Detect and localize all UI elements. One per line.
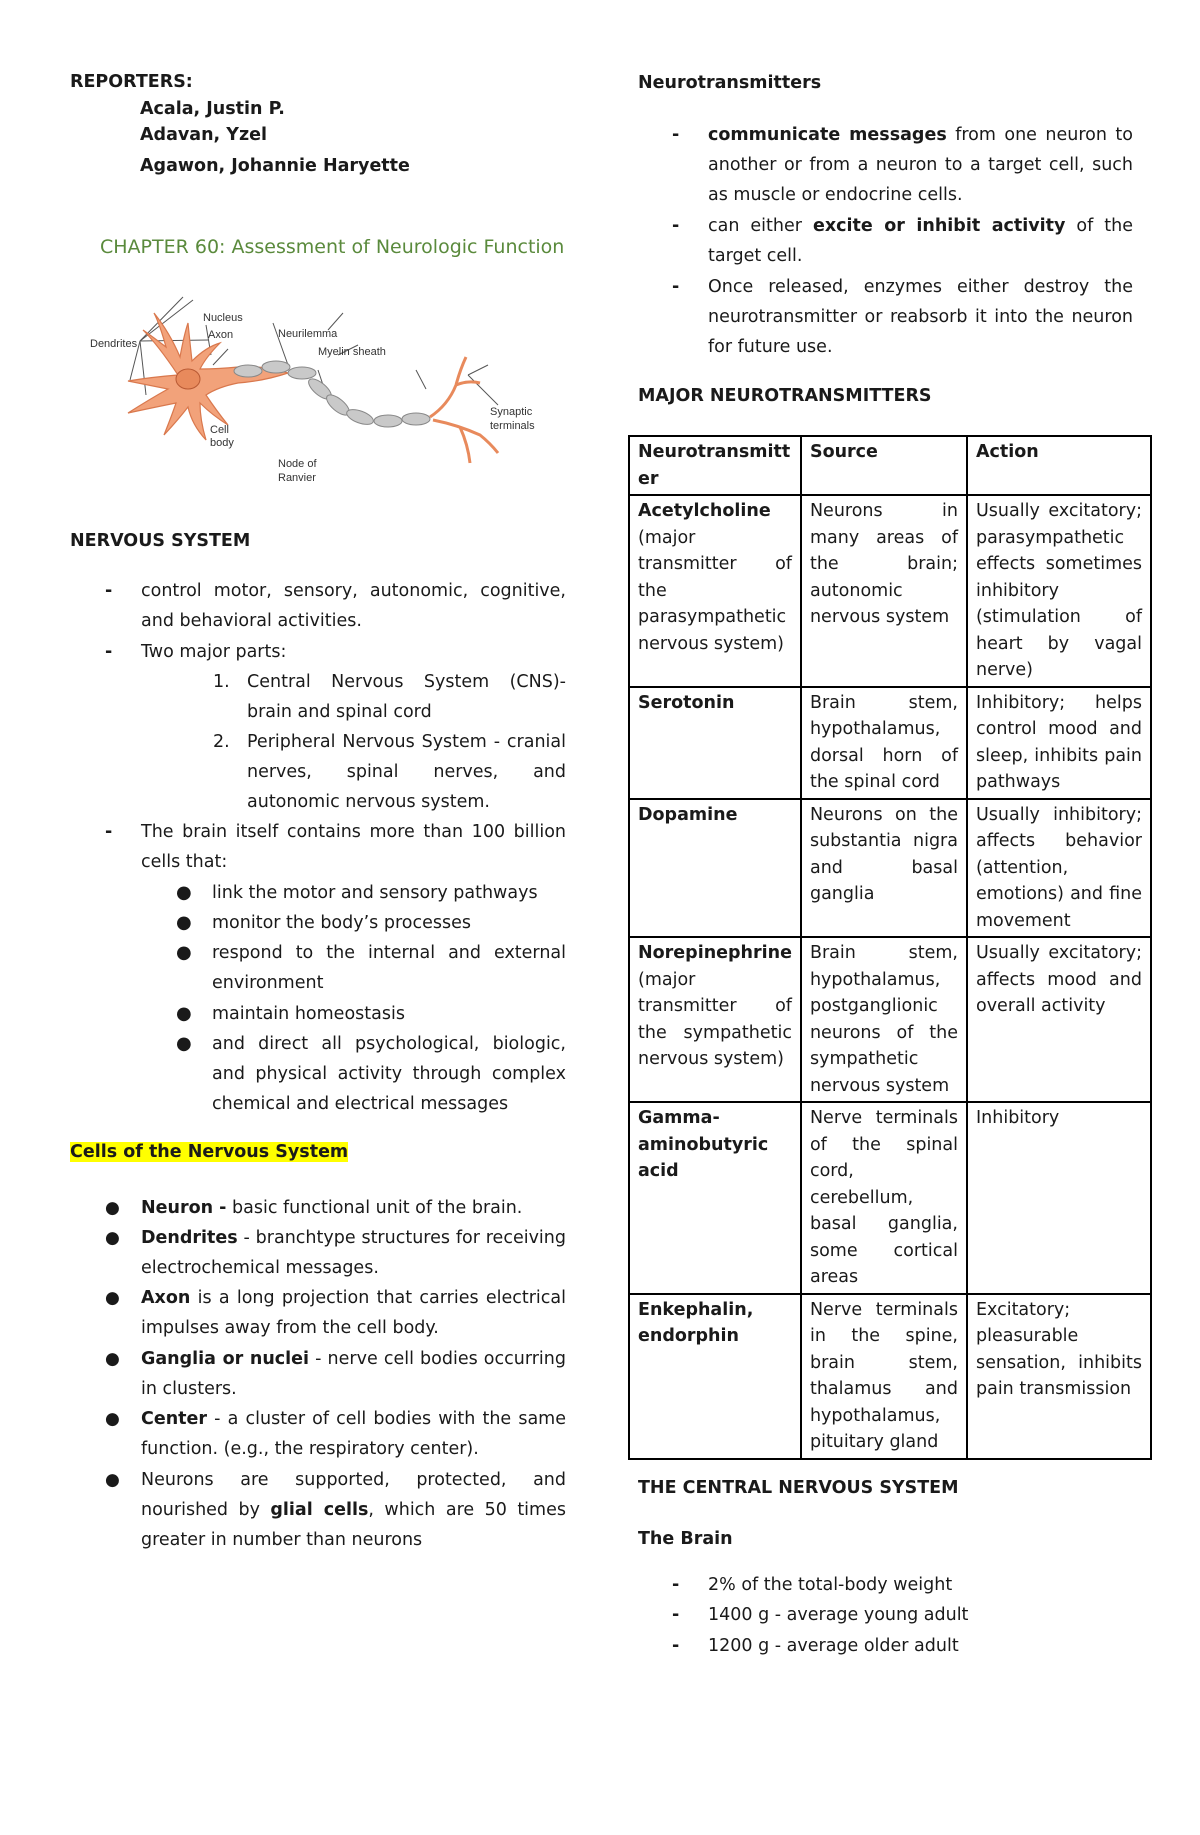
table-cell: Brain stem, hypothalamus, postganglionic neurons of the sympathetic nervous system xyxy=(801,937,967,1102)
table-cell: Usually excitatory; affects mood and overall activity xyxy=(967,937,1151,1102)
cells-item: ● Neurons are supported, protected, and nourished by glial cells, which are 50 times greater in number than neurons xyxy=(105,1470,566,1550)
table-row xyxy=(629,1294,1151,1459)
reporter-name: Acala, Justin P. xyxy=(140,99,285,119)
cells-heading: Cells of the Nervous System xyxy=(70,1142,349,1162)
neuro-item: - Once released, enzymes either destroy the neurotransmitter or reabsorb it into the neuron for future use. xyxy=(672,277,1133,357)
table-cell: Acetylcholine (major transmitter of the parasympathetic nervous system) xyxy=(629,495,801,687)
label-cell-body-text: Cell xyxy=(210,424,229,436)
neuro-item: - communicate messages from one neuron to another or from a neuron to a target cell, such as muscle or endocrine cells. xyxy=(672,125,1133,205)
major-neurotransmitters-heading: MAJOR NEUROTRANSMITTERS xyxy=(638,386,932,406)
neurotransmitters-heading: Neurotransmitters xyxy=(638,73,822,93)
table-cell: Nerve terminals of the spinal cord, cerebellum, basal ganglia, some cortical areas xyxy=(801,1102,967,1294)
label-myelin: Myelin sheath xyxy=(318,346,386,358)
table-cell: Neurons on the substantia nigra and basal ganglia xyxy=(801,799,967,938)
neuron-diagram xyxy=(88,285,558,510)
cells-item: ● Axon is a long projection that carries electrical impulses away from the cell body. xyxy=(105,1288,566,1338)
table-cell: Inhibitory xyxy=(967,1102,1151,1294)
ns-item: - Two major parts: xyxy=(105,642,287,662)
table-cell: Usually inhibitory; affects behavior (attention, emotions) and fine movement xyxy=(967,799,1151,938)
label-synaptic: Synaptic xyxy=(490,406,533,418)
label-dendrites: Dendrites xyxy=(90,338,138,350)
table-cell: Brain stem, hypothalamus, dorsal horn of the spinal cord xyxy=(801,687,967,799)
ns-part: 2. Peripheral Nervous System - cranial nerves, spinal nerves, and autonomic nervous system. xyxy=(213,732,566,812)
table-header-row xyxy=(629,436,1151,495)
table-header: Source xyxy=(801,436,967,495)
table-cell: Nerve terminals in the spine, brain stem, thalamus and hypothalamus, pituitary gland xyxy=(801,1294,967,1459)
cells-item: ● Center - a cluster of cell bodies with the same function. (e.g., the respiratory center). xyxy=(105,1409,566,1459)
cells-item: ● Ganglia or nuclei - nerve cell bodies occurring in clusters. xyxy=(105,1349,566,1399)
table-header: Action xyxy=(967,436,1151,495)
nucleus-shape xyxy=(176,369,200,389)
ns-bullet: ● and direct all psychological, biologic, and physical activity through complex chemical and electrical messages xyxy=(176,1033,566,1114)
label-nucleus: Nucleus xyxy=(203,312,243,324)
label-node-ranvier: Node of xyxy=(278,458,317,470)
cns-heading: THE CENTRAL NERVOUS SYSTEM xyxy=(638,1478,959,1498)
table-cell: Usually excitatory; parasympathetic effects sometimes inhibitory (stimulation of heart by vagal nerve) xyxy=(967,495,1151,687)
ns-part: 1. Central Nervous System (CNS)- brain and spinal cord xyxy=(213,672,566,722)
neuro-item: - can either excite or inhibit activity of the target cell. xyxy=(672,216,1133,266)
brain-item: - 1400 g - average young adult xyxy=(672,1605,969,1625)
brain-item: - 2% of the total-body weight xyxy=(672,1575,953,1595)
brain-item: - 1200 g - average older adult xyxy=(672,1636,959,1656)
cells-item: ● Dendrites - branchtype structures for receiving electrochemical messages. xyxy=(105,1228,566,1278)
table-cell: Dopamine xyxy=(629,799,801,938)
table-header: Neurotransmitter xyxy=(629,436,801,495)
reporter-name: Adavan, Yzel xyxy=(140,125,268,145)
synaptic-terminals-shape xyxy=(430,357,498,463)
table-cell: Norepinephrine (major transmitter of the sympathetic nervous system) xyxy=(629,937,801,1102)
neurotransmitter-table xyxy=(628,435,1152,1460)
table-cell: Gamma-aminobutyric acid xyxy=(629,1102,801,1294)
table-row xyxy=(629,799,1151,938)
table-cell: Serotonin xyxy=(629,687,801,799)
table-cell: Enkephalin, endorphin xyxy=(629,1294,801,1459)
label-cell-body-text2: body xyxy=(210,437,234,449)
nervous-system-heading: NERVOUS SYSTEM xyxy=(70,531,251,551)
reporters-label: REPORTERS: xyxy=(70,72,193,92)
label-node-ranvier2: Ranvier xyxy=(278,472,316,484)
table-row xyxy=(629,1102,1151,1294)
ns-bullet: ● monitor the body’s processes xyxy=(176,912,471,933)
table-cell: Excitatory; pleasurable sensation, inhibits pain transmission xyxy=(967,1294,1151,1459)
brain-heading: The Brain xyxy=(638,1529,733,1549)
ns-bullet: ● respond to the internal and external environment xyxy=(176,942,566,993)
label-axon: Axon xyxy=(208,329,234,341)
chapter-title: CHAPTER 60: Assessment of Neurologic Function xyxy=(100,236,565,258)
ns-bullet: ● link the motor and sensory pathways xyxy=(176,882,538,903)
reporter-name: Agawon, Johannie Haryette xyxy=(140,156,410,176)
table-row xyxy=(629,937,1151,1102)
table-cell: Inhibitory; helps control mood and sleep, inhibits pain pathways xyxy=(967,687,1151,799)
table-row xyxy=(629,495,1151,687)
cells-item: ● Neuron - basic functional unit of the brain. xyxy=(105,1198,523,1218)
label-synaptic2: terminals xyxy=(490,420,535,432)
ns-item: - control motor, sensory, autonomic, cognitive, and behavioral activities. xyxy=(105,581,566,631)
table-row xyxy=(629,687,1151,799)
label-neurilemma: Neurilemma xyxy=(278,328,338,340)
ns-bullet: ● maintain homeostasis xyxy=(176,1003,405,1024)
ns-item: - The brain itself contains more than 100 billion cells that: xyxy=(105,822,566,872)
table-cell: Neurons in many areas of the brain; autonomic nervous system xyxy=(801,495,967,687)
